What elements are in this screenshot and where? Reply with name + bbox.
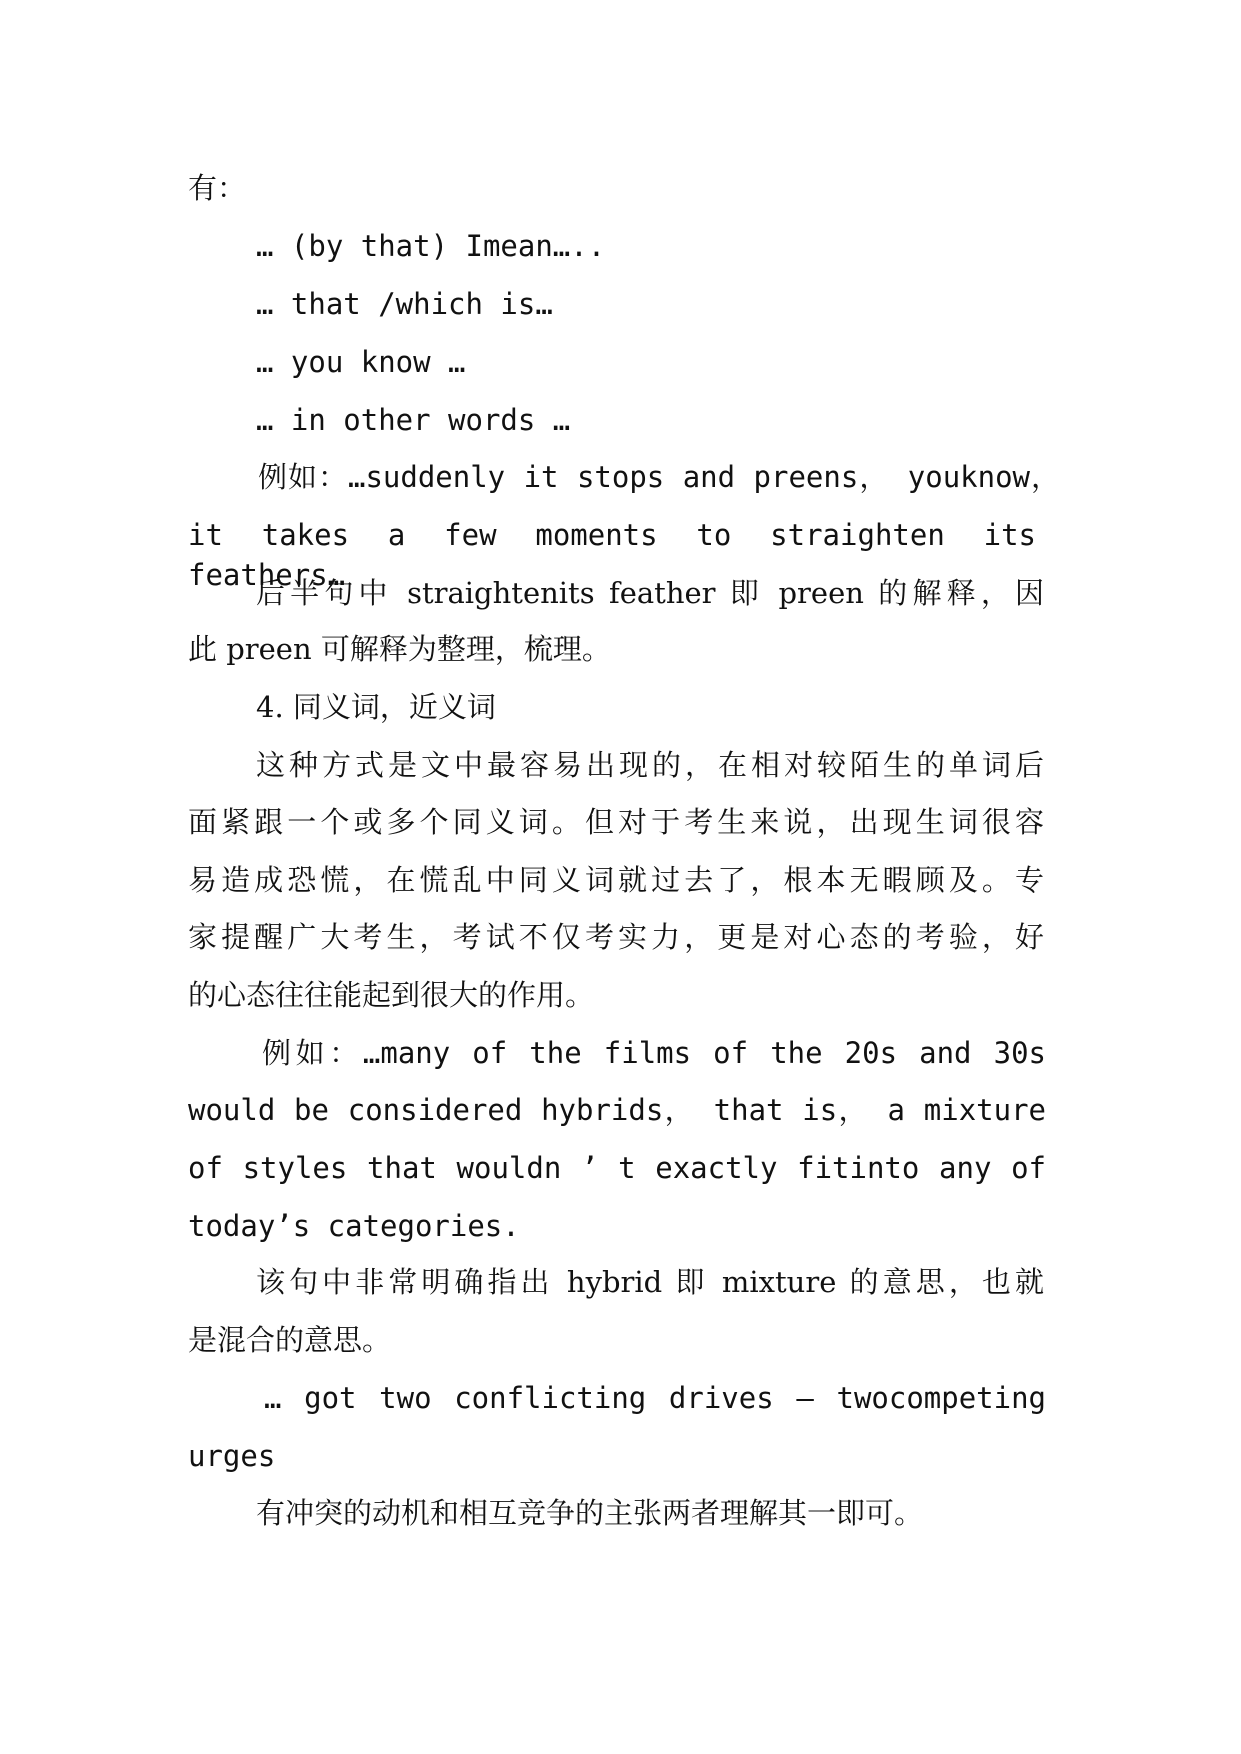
- text-line: 这种方式是文中最容易出现的，在相对较陌生的单词后: [256, 748, 1044, 782]
- section-heading: 4. 同义词，近义词: [256, 690, 496, 724]
- text-line: 面紧跟一个或多个同义词。但对于考生来说，出现生词很容: [188, 805, 1044, 839]
- text-line: … in other words …: [256, 403, 571, 437]
- text-line: it takes a few moments to straighten its feathers…: [188, 518, 1036, 592]
- text-line: 易造成恐慌，在慌乱中同义词就过去了，根本无暇顾及。专: [188, 863, 1044, 897]
- text-line: today’s categories.: [188, 1209, 520, 1243]
- text-line: of styles that wouldn ’ t exactly fitinto any of: [188, 1151, 1046, 1185]
- text-line: 后半句中 straightenits feather 即 preen 的解释，因: [256, 576, 1044, 610]
- text-line: 家提醒广大考生，考试不仅考实力，更是对心态的考验，好: [188, 920, 1044, 954]
- text-line: 有冲突的动机和相互竞争的主张两者理解其一即可。: [256, 1496, 924, 1530]
- text-line: 的心态往往能起到很大的作用。: [188, 978, 595, 1012]
- text-line: 有：: [188, 171, 247, 205]
- text-line: would be considered hybrids， that is， a mixture: [188, 1093, 1046, 1127]
- text-line: … (by that) Imean…..: [256, 229, 606, 263]
- text-line: 此 preen 可解释为整理，梳理。: [188, 632, 611, 666]
- text-line: 例如：…suddenly it stops and preens， youknow，: [258, 460, 1060, 494]
- text-line: 该句中非常明确指出 hybrid 即 mixture 的意思，也就: [256, 1265, 1044, 1299]
- text-line: 例如：…many of the films of the 20s and 30s: [262, 1036, 1046, 1070]
- text-line: 是混合的意思。: [188, 1323, 392, 1357]
- text-line: … got two conflicting drives – twocompeting: [264, 1381, 1046, 1415]
- text-line: urges: [188, 1439, 276, 1473]
- text-line: … you know …: [256, 345, 466, 379]
- text-line: … that /which is…: [256, 287, 553, 321]
